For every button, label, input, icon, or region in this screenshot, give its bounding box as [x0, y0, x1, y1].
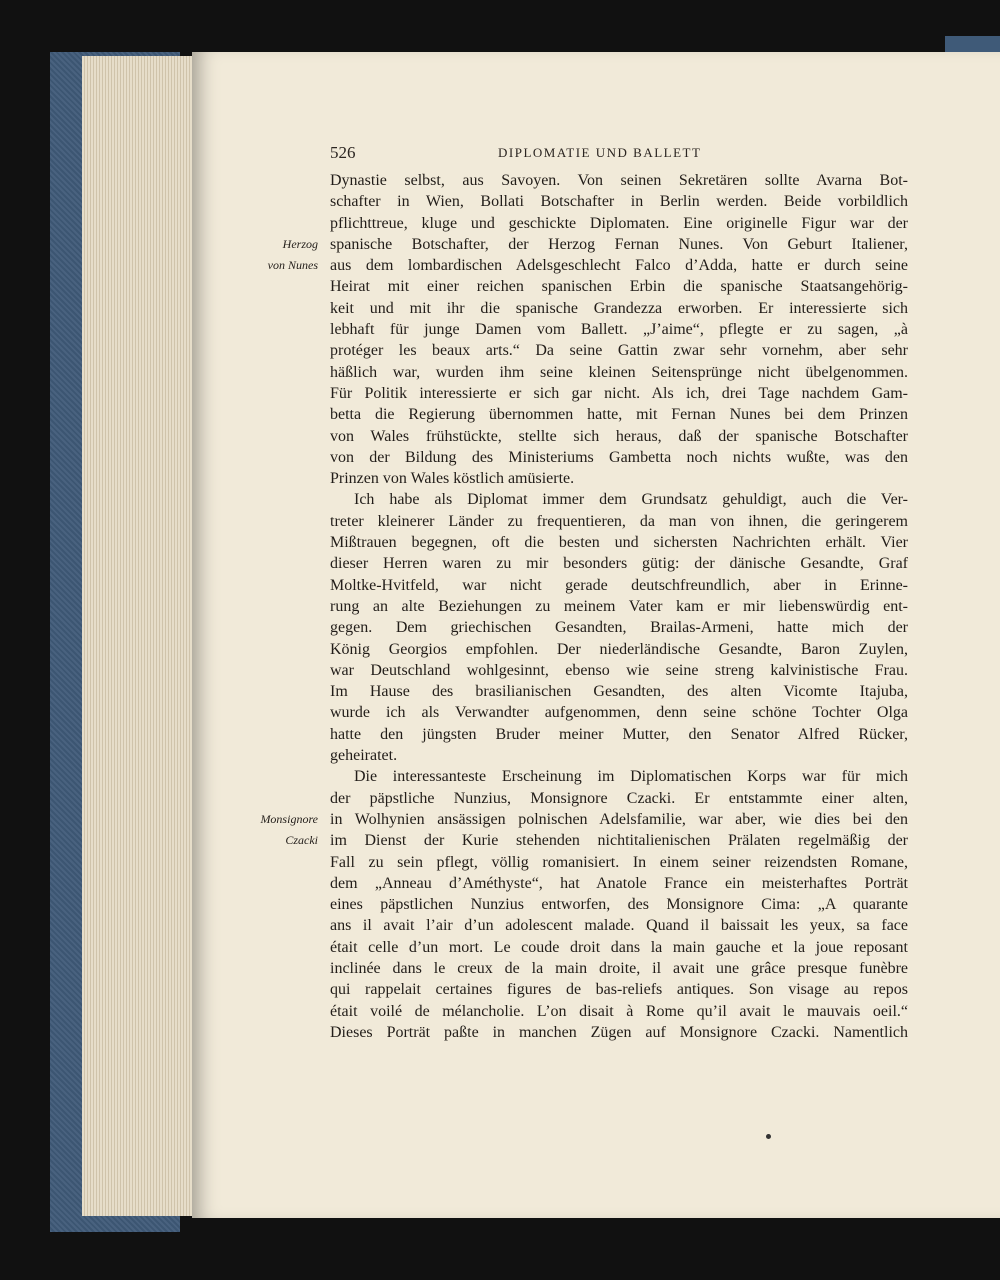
- ink-dot: [766, 1134, 771, 1139]
- page-edges: [82, 56, 202, 1216]
- text-line: Im Hause des brasilianischen Gesandten, des alten Vicomte Itajuba,: [330, 683, 908, 701]
- text-line: qui rappelait certaines figures de bas-reliefs antiques. Son visage au repos: [330, 981, 908, 999]
- text-line: dem „Anneau d’Améthyste“, hat Anatole France ein meisterhaftes Porträt: [330, 874, 908, 892]
- text-line: Fall zu sein pflegt, völlig romanisiert. In einem seiner reizendsten Romane,: [330, 853, 908, 871]
- text-line: était celle d’un mort. Le coude droit dans la main gauche et la joue reposant: [330, 938, 908, 956]
- text-line: König Georgios empfohlen. Der niederländische Gesandte, Baron Zuylen,: [330, 640, 908, 658]
- text-line: lebhaft für junge Damen vom Ballett. „J’aime“, pflegte er zu sagen, „à: [330, 321, 908, 339]
- text-line: häßlich war, wurden ihm seine kleinen Seitensprünge nicht übelgenommen.: [330, 363, 908, 381]
- margin-note-line: Monsignore: [260, 812, 318, 826]
- page-number: 526: [330, 143, 356, 162]
- text-line: hatte den jüngsten Bruder meiner Mutter, den Senator Alfred Rücker,: [330, 725, 908, 743]
- text-line: Dynastie selbst, aus Savoyen. Von seinen Sekretären sollte Avarna Bot-: [330, 172, 908, 189]
- text-line: in Wolhynien ansässigen polnischen Adelsfamilie, war aber, wie dies bei den: [330, 810, 908, 828]
- text-line: keit und mit ihr die spanische Grandezza erworben. Er interessierte sich: [330, 299, 908, 317]
- text-line: Für Politik interessierte er sich gar nicht. Als ich, drei Tage nachdem Gam-: [330, 384, 908, 402]
- text-line: geheiratet.: [330, 747, 398, 765]
- text-line: dieser Herren waren zu mir besonders gütig: der dänische Gesandte, Graf: [330, 555, 908, 573]
- text-line: Die interessanteste Erscheinung im Diplomatischen Korps war für mich: [354, 768, 908, 786]
- text-line: rung an alte Beziehungen zu meinem Vater kam er mir liebenswürdig ent-: [330, 597, 908, 615]
- margin-note-herzog: [228, 234, 318, 277]
- text-line: inclinée dans le creux de la main droite, il avait une grâce presque funèbre: [330, 959, 908, 977]
- text-line: était voilé de mélancholie. L’on disait à Rome qu’il avait le mauvais oeil.“: [330, 1002, 908, 1020]
- text-line: pflichttreue, kluge und geschickte Diplomaten. Eine originelle Figur war der: [330, 214, 908, 232]
- text-line: wurde ich als Verwandter aufgenommen, denn seine schöne Tochter Olga: [330, 704, 908, 722]
- text-line: war Deutschland wohlgesinnt, ebenso wie seine streng kalvinistische Frau.: [330, 661, 908, 679]
- text-line: Dieses Porträt paßte in manchen Zügen auf Monsignore Czacki. Namentlich: [330, 1023, 908, 1041]
- text-line: Heirat mit einer reichen spanischen Erbin die spanische Staatsangehörig-: [330, 278, 908, 296]
- margin-note-line: von Nunes: [267, 258, 318, 273]
- text-line: Mißtrauen begegnen, oft die besten und sichersten Nachrichten erhält. Vier: [330, 534, 908, 552]
- text-line: gegen. Dem griechischen Gesandten, Brailas-Armeni, hatte mich der: [330, 619, 908, 637]
- text-line: protéger les beaux arts.“ Da seine Gattin zwar sehr vornehm, aber sehr: [330, 342, 908, 360]
- text-line: spanische Botschafter, der Herzog Fernan Nunes. Von Geburt Italiener,: [330, 235, 908, 253]
- text-line: treter kleinerer Länder zu frequentieren, da man von ihnen, die geringerem: [330, 512, 908, 530]
- text-line: der päpstliche Nunzius, Monsignore Czacki. Er entstammte einer alten,: [330, 789, 908, 807]
- text-line: Moltke-Hvitfeld, war nicht gerade deutschfreundlich, aber in Erinne-: [330, 576, 908, 594]
- text-line: Prinzen von Wales köstlich amüsierte.: [330, 470, 575, 488]
- margin-note-line: Herzog: [282, 237, 318, 251]
- text-line: von der Bildung des Ministeriums Gambetta noch nichts wußte, was den: [330, 448, 908, 466]
- page-title: DIPLOMATIE UND BALLETT: [498, 145, 702, 160]
- margin-note-line: Czacki: [285, 833, 318, 848]
- running-head: [330, 143, 908, 163]
- text-line: schafter in Wien, Bollati Botschafter in Berlin werden. Beide vorbildlich: [330, 193, 908, 211]
- text-line: von Wales frühstückte, stellte sich heraus, daß der spanische Botschafter: [330, 427, 908, 445]
- text-line: im Dienst der Kurie stehenden nichtitalienischen Prälaten regelmäßig der: [330, 832, 908, 850]
- text-line: betta die Regierung übernommen hatte, mit Fernan Nunes bei dem Prinzen: [330, 406, 908, 424]
- text-line: aus dem lombardischen Adelsgeschlecht Falco d’Adda, hatte er durch seine: [330, 257, 908, 275]
- text-line: ans il avait l’air d’un adolescent malade. Quand il baissait les yeux, sa face: [330, 917, 908, 935]
- body-text: [330, 170, 908, 1043]
- text-line: Ich habe als Diplomat immer dem Grundsatz gehuldigt, auch die Ver-: [354, 491, 908, 509]
- text-line: eines päpstlichen Nunzius entworfen, des Monsignore Cima: „A quarante: [330, 896, 908, 914]
- margin-note-monsignore: [228, 809, 318, 852]
